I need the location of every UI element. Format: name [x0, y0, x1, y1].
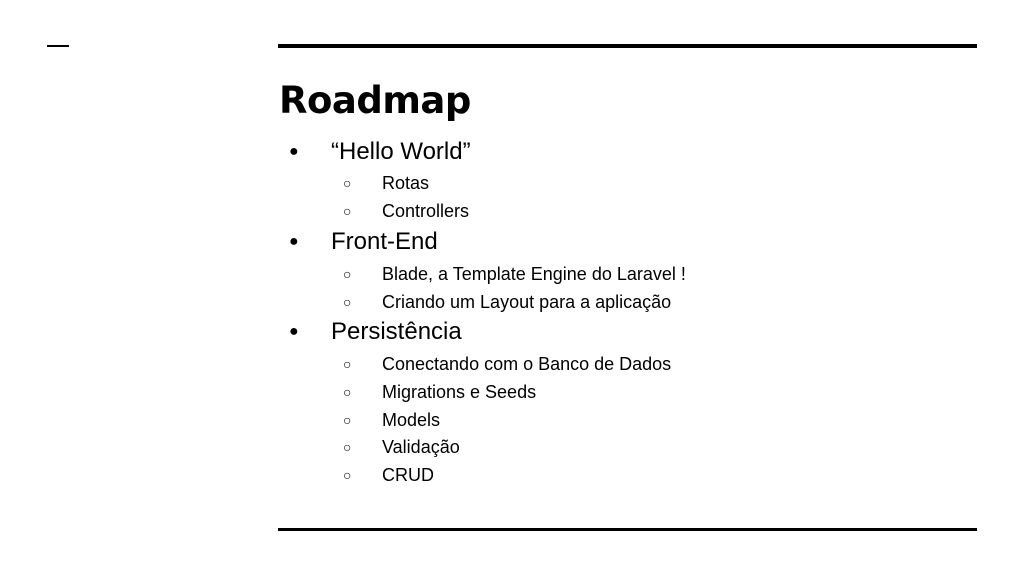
- list-item-label: CRUD: [382, 465, 434, 485]
- section-label: Front-End: [331, 228, 438, 255]
- list-item-label: Models: [382, 410, 441, 430]
- hollow-bullet-icon: ○: [343, 266, 352, 282]
- bottom-rule: [278, 528, 977, 531]
- list-item-label: Validação: [382, 437, 460, 457]
- list-item-label: Blade, a Template Engine do Laravel !: [382, 264, 686, 284]
- section-label: “Hello World”: [331, 138, 471, 165]
- hollow-bullet-icon: ○: [343, 412, 352, 428]
- hollow-bullet-icon: ○: [343, 467, 352, 483]
- hollow-bullet-icon: ○: [343, 439, 352, 455]
- filled-bullet-icon: ●: [289, 323, 299, 340]
- list-item-label: Conectando com o Banco de Dados: [382, 354, 672, 374]
- hollow-bullet-icon: ○: [343, 384, 352, 400]
- list-item-label: Migrations e Seeds: [382, 382, 537, 402]
- hollow-bullet-icon: ○: [343, 356, 352, 372]
- section-label: Persistência: [331, 318, 462, 345]
- list-item-label: Controllers: [382, 201, 470, 221]
- filled-bullet-icon: ●: [289, 143, 299, 160]
- hollow-bullet-icon: ○: [343, 203, 352, 219]
- slide-title: Roadmap: [279, 79, 471, 122]
- hollow-bullet-icon: ○: [343, 175, 352, 191]
- filled-bullet-icon: ●: [289, 233, 299, 250]
- list-item-label: Rotas: [382, 173, 430, 193]
- list-item-label: Criando um Layout para a aplicação: [382, 292, 672, 312]
- hollow-bullet-icon: ○: [343, 294, 352, 310]
